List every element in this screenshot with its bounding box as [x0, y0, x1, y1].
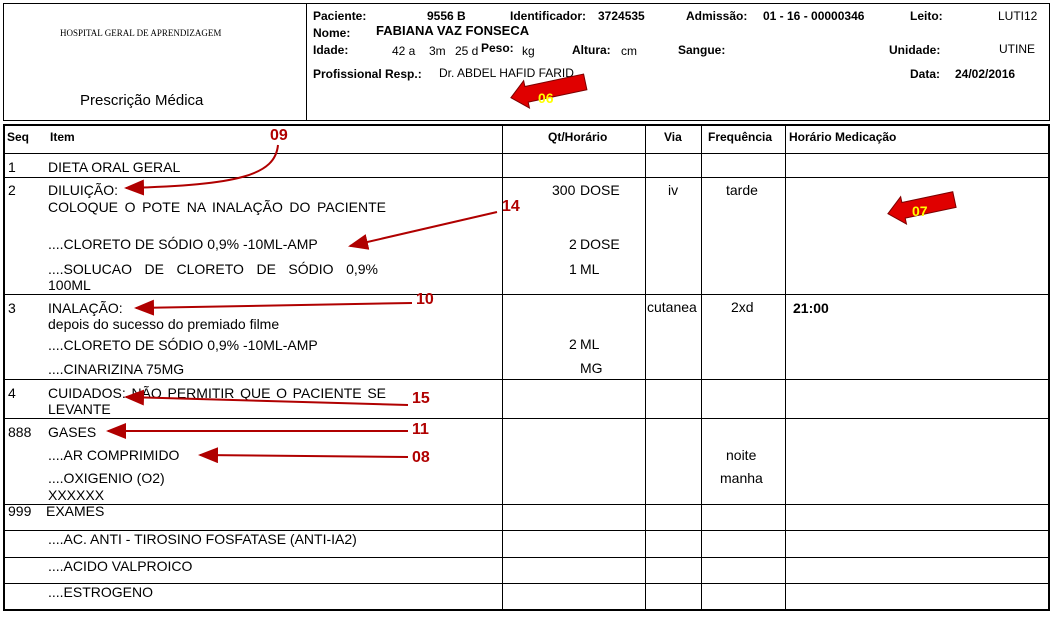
identificador-label: Identificador: — [510, 9, 587, 23]
leito-value: LUTI12 — [998, 9, 1038, 23]
row6-sub1-item: ....AC. ANTI - TIROSINO FOSFATASE (ANTI-IA2) — [48, 531, 357, 547]
row1-seq: 1 — [8, 159, 16, 175]
row4-item: CUIDADOS: NÃO PERMITIR QUE O PACIENTE SE LEVANTE — [48, 385, 386, 417]
altura-unit: cm — [621, 44, 637, 58]
row2-item: DILUIÇÃO: — [48, 182, 119, 198]
row2-sub2-qt: 1 — [569, 261, 577, 277]
column-header-item: Item — [50, 130, 75, 144]
row2-sub1-qt: 2 — [569, 236, 577, 252]
arrow-10 — [136, 303, 412, 308]
column-header-seq: Seq — [7, 130, 30, 144]
idade-meses: 3m — [429, 44, 446, 58]
idade-label: Idade: — [313, 43, 349, 57]
column-header-horario: Horário Medicação — [789, 130, 897, 144]
arrow-09 — [126, 145, 278, 188]
sangue-label: Sangue: — [678, 43, 726, 57]
admissao-label: Admissão: — [686, 9, 748, 23]
row5-sub1-frequency: noite — [726, 447, 757, 463]
row1-item: DIETA ORAL GERAL — [48, 159, 181, 175]
marker-09: 09 — [270, 127, 288, 144]
row2-via: iv — [668, 182, 679, 198]
row3-sub2-item: ....CINARIZINA 75MG — [48, 361, 185, 377]
paciente-value: 9556 B — [427, 9, 466, 23]
nome-value: FABIANA VAZ FONSECA — [376, 23, 530, 38]
row2-sub1-item: ....CLORETO DE SÓDIO 0,9% -10ML-AMP — [48, 236, 318, 252]
identificador-value: 3724535 — [598, 9, 645, 23]
row2-description: COLOQUE O POTE NA INALAÇÃO DO PACIENTE — [48, 199, 386, 215]
row5-item: GASES — [48, 424, 97, 440]
row2-qt: 300 — [552, 182, 576, 198]
row6-seq: 999 — [8, 503, 32, 519]
marker-10: 10 — [416, 291, 434, 308]
hospital-name: HOSPITAL GERAL DE APRENDIZAGEM — [60, 28, 222, 38]
profissional-label: Profissional Resp.: — [313, 67, 422, 81]
row5-sub2-frequency: manha — [720, 470, 763, 486]
column-header-freq: Frequência — [708, 130, 773, 144]
column-header-via: Via — [664, 130, 682, 144]
paciente-label: Paciente: — [313, 9, 367, 23]
form-title: Prescrição Médica — [80, 92, 204, 109]
nome-label: Nome: — [313, 26, 351, 40]
row2-sub2-unit: ML — [580, 261, 600, 277]
row6-sub2-item: ....ACIDO VALPROICO — [48, 558, 193, 574]
row3-seq: 3 — [8, 300, 16, 316]
row4-seq: 4 — [8, 385, 16, 401]
row6-sub3-item: ....ESTROGENO — [48, 584, 154, 600]
row5-sub1-item: ....AR COMPRIMIDO — [48, 447, 180, 463]
row3-sub1-qt: 2 — [569, 336, 577, 352]
row3-sub2-unit: MG — [580, 360, 603, 376]
idade-dias: 25 d — [455, 44, 479, 58]
row5-seq: 888 — [8, 424, 32, 440]
row5-sub2-extra: XXXXXX — [48, 487, 105, 503]
admissao-value: 01 - 16 - 00000346 — [763, 9, 865, 23]
idade-anos: 42 a — [392, 44, 416, 58]
data-label: Data: — [910, 67, 941, 81]
column-header-qt: Qt/Horário — [548, 130, 608, 144]
row3-horario: 21:00 — [793, 300, 829, 316]
marker-15: 15 — [412, 390, 430, 407]
unidade-value: UTINE — [999, 42, 1035, 56]
row2-sub1-unit: DOSE — [580, 236, 620, 252]
row3-sub1-unit: ML — [580, 336, 600, 352]
callout-07-label: 07 — [912, 203, 928, 219]
leito-label: Leito: — [910, 9, 943, 23]
row2-seq: 2 — [8, 182, 16, 198]
row2-qt-unit: DOSE — [580, 182, 620, 198]
arrow-08 — [200, 455, 408, 457]
row6-item: EXAMES — [46, 503, 105, 519]
altura-label: Altura: — [572, 43, 611, 57]
peso-label: Peso: — [481, 41, 514, 55]
row5-sub2-item: ....OXIGENIO (O2) — [48, 470, 165, 486]
row3-description: depois do sucesso do premiado filme — [48, 316, 280, 332]
row3-frequency: 2xd — [731, 299, 754, 315]
peso-unit: kg — [522, 44, 535, 58]
row3-sub1-item: ....CLORETO DE SÓDIO 0,9% -10ML-AMP — [48, 337, 318, 353]
callout-06-label: 06 — [538, 90, 554, 106]
unidade-label: Unidade: — [889, 43, 941, 57]
row2-frequency: tarde — [726, 182, 758, 198]
row2-sub2-item: ....SOLUCAO DE CLORETO DE SÓDIO 0,9% 100ML — [48, 261, 378, 293]
arrow-14 — [350, 212, 497, 246]
data-value: 24/02/2016 — [955, 67, 1016, 81]
profissional-value: Dr. ABDEL HAFID FARID — [439, 66, 574, 80]
marker-14: 14 — [502, 198, 520, 215]
marker-11: 11 — [412, 421, 429, 438]
row3-via: cutanea — [647, 299, 697, 315]
arrow-15 — [126, 397, 408, 405]
row3-item: INALAÇÃO: — [48, 300, 123, 316]
marker-08: 08 — [412, 449, 430, 466]
